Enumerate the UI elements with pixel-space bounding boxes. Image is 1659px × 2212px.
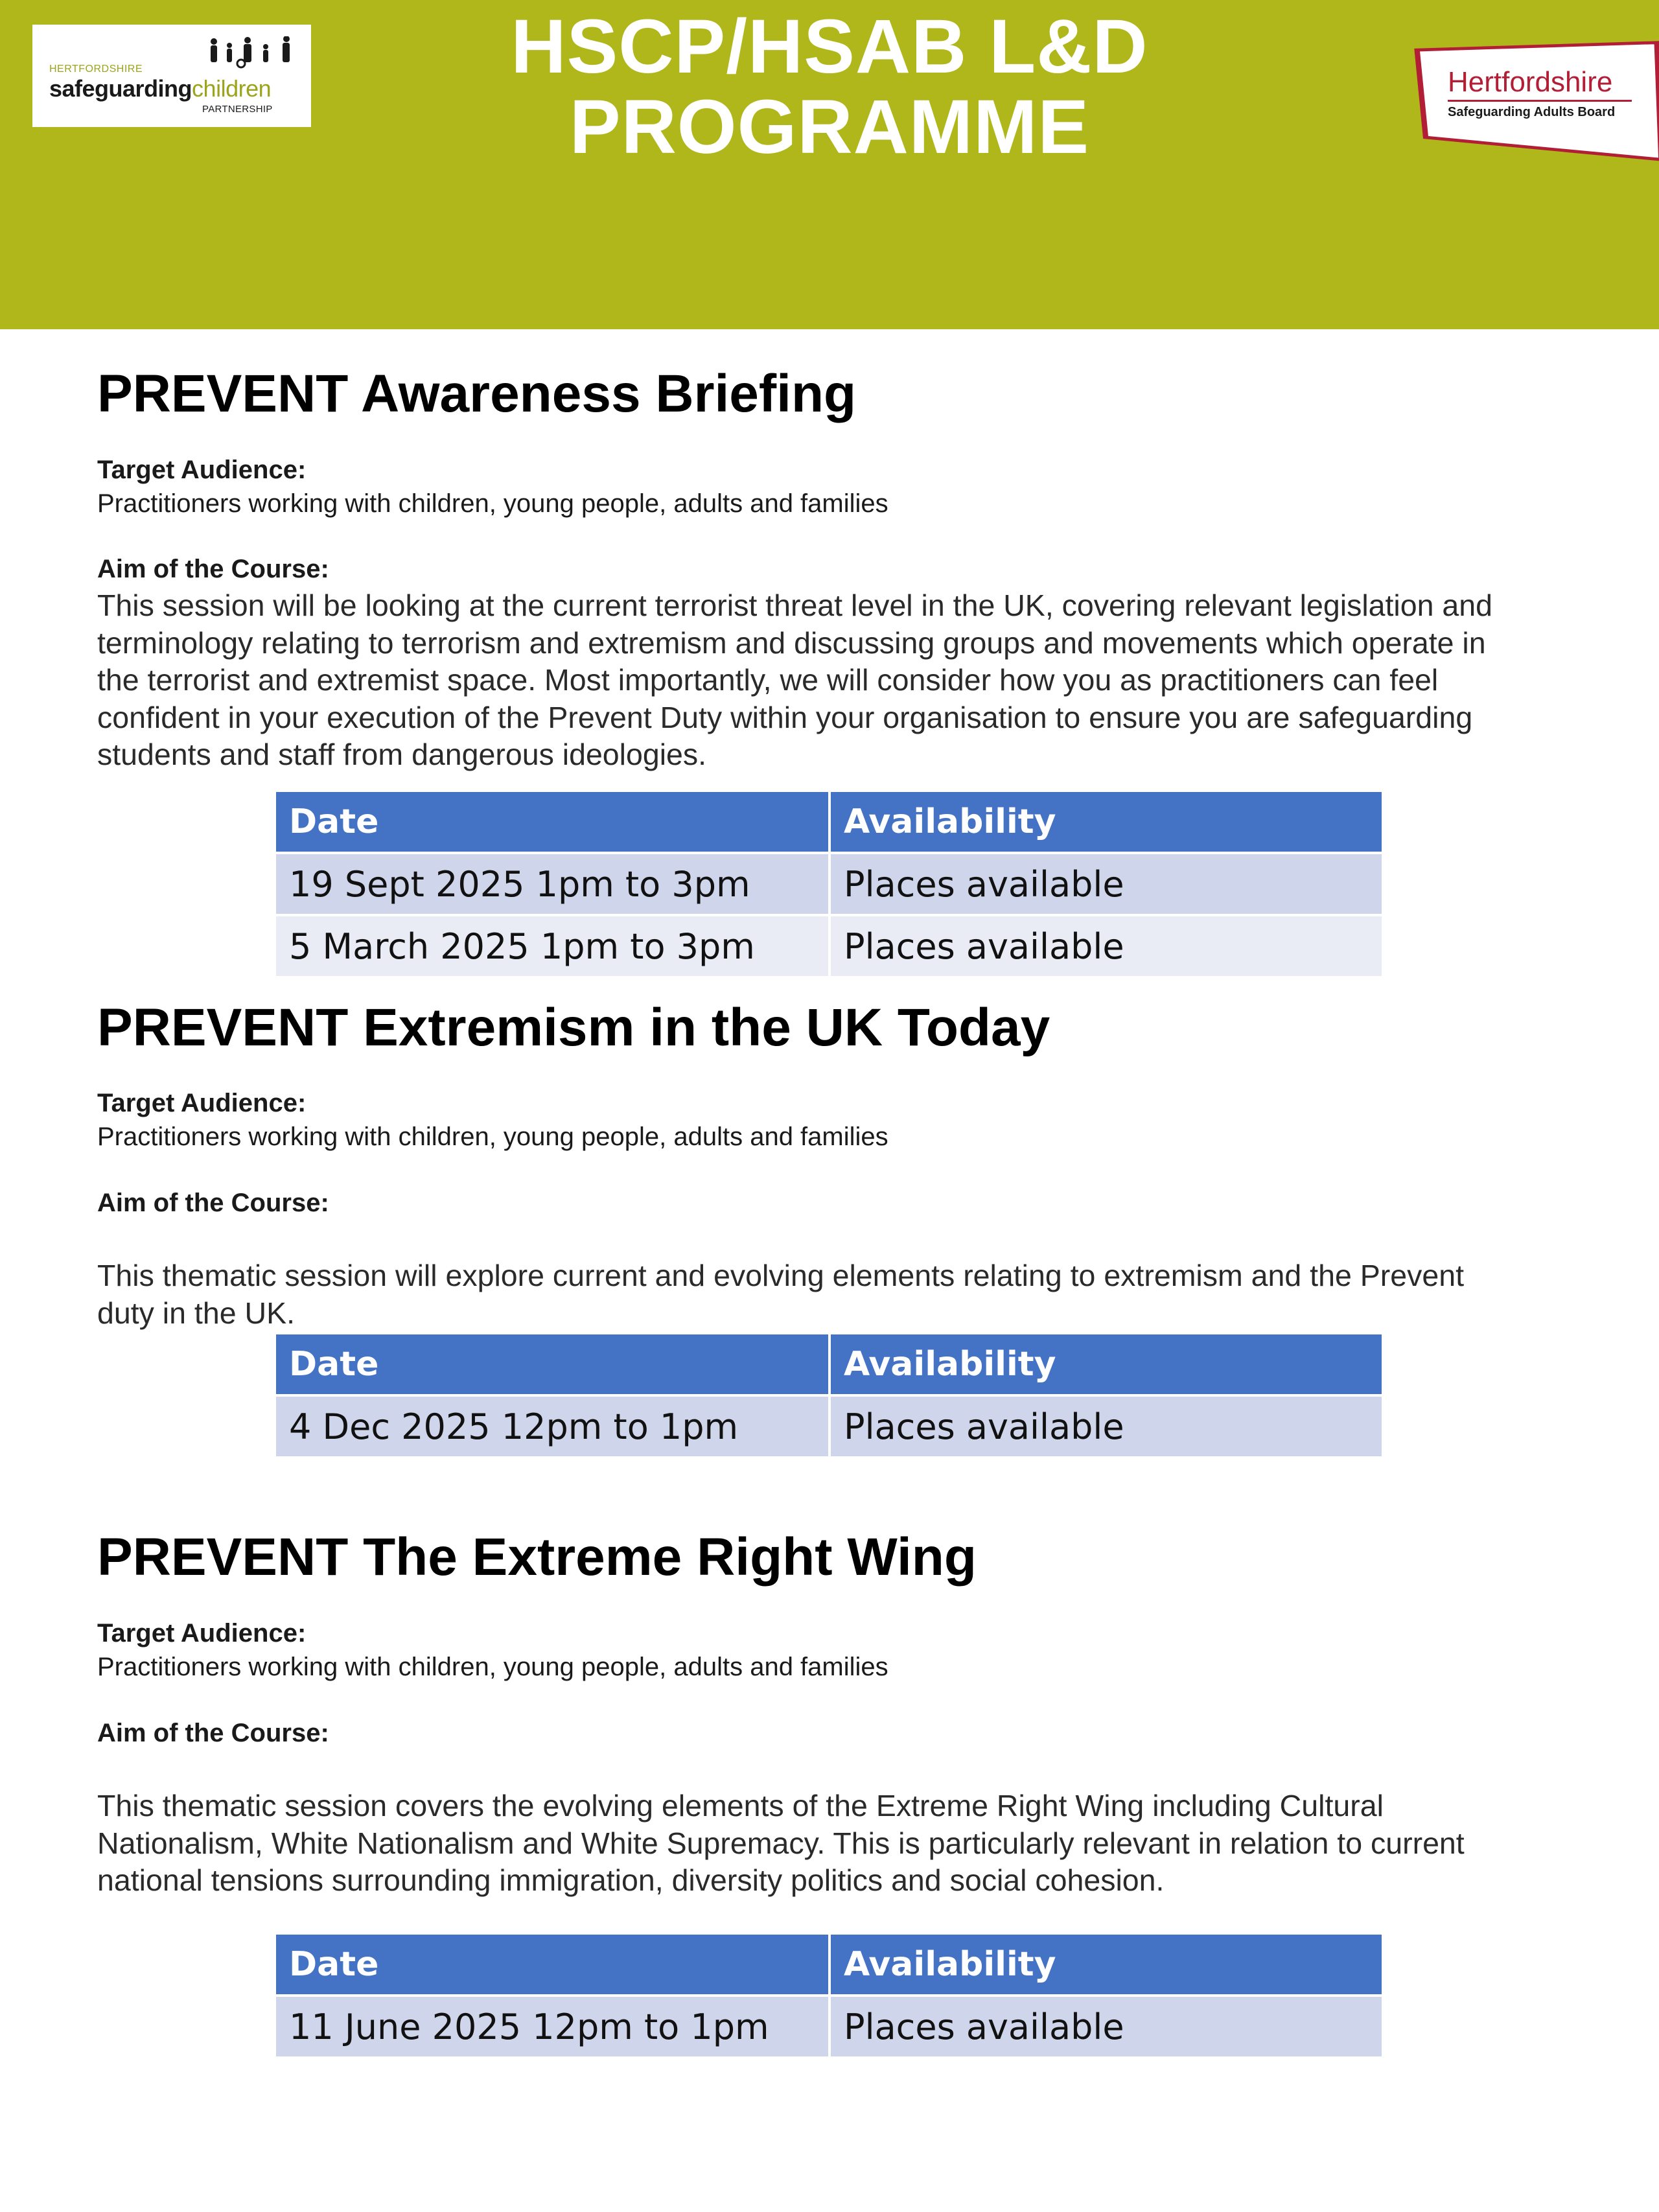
table-header-row [276, 792, 1382, 854]
column-header-availability: Availability [831, 1334, 1382, 1394]
dates-table [276, 1935, 1382, 2059]
aim-text [97, 1787, 1562, 1900]
aim-text [97, 1257, 1562, 1332]
date-cell: 11 June 2025 12pm to 1pm [276, 1997, 828, 2056]
availability-cell: Places available [831, 1997, 1382, 2056]
family-figures-icon [202, 36, 299, 69]
aim-line: This thematic session covers the evolving elements of the Extreme Right Wing including Cultural [97, 1789, 1384, 1822]
table-row [276, 1397, 1382, 1459]
availability-cell: Places available [831, 1397, 1382, 1456]
table-header-row [276, 1334, 1382, 1397]
date-cell: 4 Dec 2025 12pm to 1pm [276, 1397, 828, 1456]
logo-small-text: HERTFORDSHIRE [49, 64, 143, 75]
course-title: PREVENT The Extreme Right Wing [97, 1528, 977, 1587]
aim-line: Nationalism, White Nationalism and White Supremacy. This is particularly relevant in relation to current [97, 1826, 1465, 1860]
page-title-line-2: PROGRAMME [569, 84, 1090, 170]
aim-line: students and staff from dangerous ideologies. [97, 738, 707, 771]
aim-line: confident in your execution of the Prevent Duty within your organisation to ensure you are safeguarding [97, 700, 1473, 734]
logo-right-tagline: Safeguarding Adults Board [1448, 105, 1616, 119]
target-audience-text: Practitioners working with children, young people, adults and families [97, 1123, 888, 1151]
target-audience-label: Target Audience: [97, 456, 307, 484]
target-audience-label: Target Audience: [97, 1619, 307, 1647]
availability-cell: Places available [831, 854, 1382, 914]
target-audience-label: Target Audience: [97, 1089, 307, 1117]
logo-main-dark: safeguarding [49, 75, 192, 102]
availability-cell: Places available [831, 916, 1382, 976]
aim-line: national tensions surrounding immigration, diversity politics and social cohesion. [97, 1863, 1165, 1897]
aim-line: This thematic session will explore current and evolving elements relating to extremism and the Prevent [97, 1259, 1464, 1292]
table-row [276, 1997, 1382, 2059]
aim-label: Aim of the Course: [97, 1189, 329, 1217]
table-header-row [276, 1935, 1382, 1997]
header-banner [0, 0, 1659, 329]
dates-table [276, 792, 1382, 979]
column-header-availability: Availability [831, 792, 1382, 852]
column-header-date: Date [276, 792, 828, 852]
logo-right-divider [1448, 100, 1632, 102]
aim-line: the terrorist and extremist space. Most importantly, we will consider how you as practitioners can feel [97, 663, 1439, 697]
logo-sub-text: PARTNERSHIP [202, 104, 273, 115]
logo-main-green: children [192, 75, 272, 102]
column-header-availability: Availability [831, 1935, 1382, 1994]
table-row [276, 854, 1382, 916]
dates-table [276, 1334, 1382, 1459]
safeguarding-children-logo [32, 25, 311, 127]
page-title [363, 4, 1296, 170]
course-title: PREVENT Awareness Briefing [97, 364, 857, 423]
aim-line: duty in the UK. [97, 1296, 295, 1330]
aim-label: Aim of the Course: [97, 555, 329, 583]
aim-line: This session will be looking at the current terrorist threat level in the UK, covering relevant legislation and [97, 588, 1492, 622]
logo-right-name: Hertfordshire [1448, 66, 1613, 98]
aim-text [97, 587, 1562, 774]
page-title-line-1: HSCP/HSAB L&D [511, 4, 1148, 89]
aim-label: Aim of the Course: [97, 1719, 329, 1747]
column-header-date: Date [276, 1334, 828, 1394]
course-title: PREVENT Extremism in the UK Today [97, 998, 1050, 1057]
column-header-date: Date [276, 1935, 828, 1994]
aim-line: terminology relating to terrorism and extremism and discussing groups and movements which operate in [97, 625, 1486, 660]
date-cell: 19 Sept 2025 1pm to 3pm [276, 854, 828, 914]
target-audience-text: Practitioners working with children, young people, adults and families [97, 1653, 888, 1681]
target-audience-text: Practitioners working with children, young people, adults and families [97, 489, 888, 518]
logo-main-text [49, 75, 271, 102]
date-cell: 5 March 2025 1pm to 3pm [276, 916, 828, 976]
table-row [276, 916, 1382, 979]
